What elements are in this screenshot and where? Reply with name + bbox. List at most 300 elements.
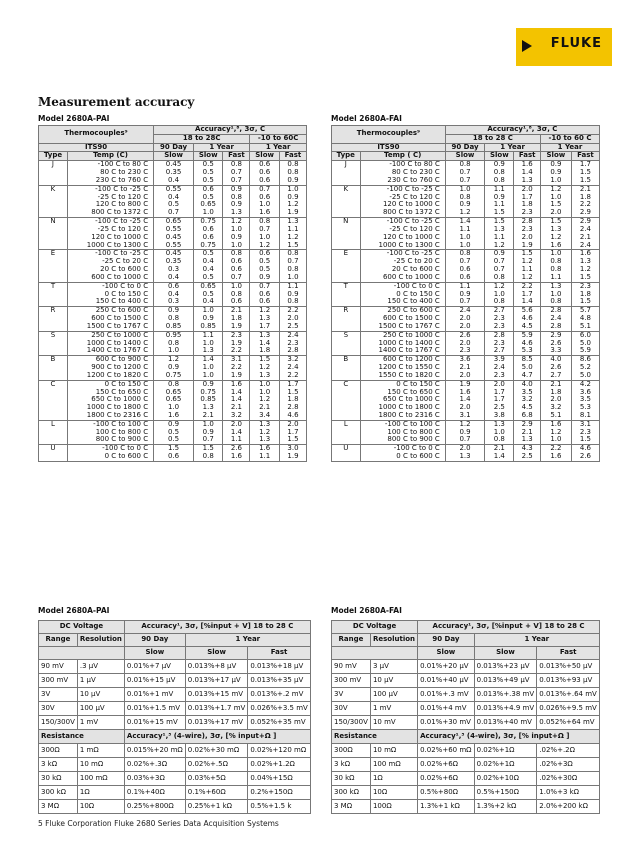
accuracy-cell <box>485 331 514 355</box>
accuracy-value: 2.3 <box>521 224 533 233</box>
accuracy-cell <box>154 185 194 217</box>
accuracy-value: 1.9 <box>230 321 242 330</box>
accuracy-value: 0.65 <box>200 200 217 209</box>
accuracy-value: 2.0 <box>521 232 533 241</box>
tc-type: U <box>39 445 68 462</box>
period-header: 1 Year <box>185 634 310 647</box>
accuracy-value: 0.5 <box>202 272 214 281</box>
accuracy-value: 2.7 <box>493 306 505 315</box>
accuracy-value: 0.35 <box>165 257 182 266</box>
temp-range: 1000 C to 1800 C <box>86 403 149 412</box>
temp-range: 250 C to 600 C <box>95 306 149 315</box>
accuracy-cell <box>223 307 250 331</box>
dc-cell: 3V <box>332 688 371 702</box>
accuracy-value: 0.9 <box>202 314 214 323</box>
resistance-cell: 1Ω <box>370 772 417 786</box>
temp-range: -100 C to 0 C <box>102 444 149 453</box>
accuracy-value: 1.6 <box>550 419 562 428</box>
accuracy-value: 1.3 <box>259 330 271 339</box>
accuracy-value: 0.7 <box>459 168 471 177</box>
accuracy-value: 6.8 <box>521 410 533 419</box>
dc-cell: 0.013%+1.7 mV <box>185 702 248 716</box>
accuracy-value: 0.6 <box>202 224 214 233</box>
accuracy-value: 0.9 <box>167 419 180 428</box>
accuracy-value: 1.4 <box>459 395 471 404</box>
temp-range: 800 C to 900 C <box>387 435 440 444</box>
accuracy-value: 5.3 <box>521 346 533 355</box>
tc-type: L <box>39 420 68 444</box>
accuracy-value: 2.6 <box>550 338 562 347</box>
accuracy-value: 0.4 <box>167 289 180 298</box>
accuracy-value: 4.5 <box>521 321 533 330</box>
accuracy-cell <box>154 380 194 420</box>
accuracy-value: 2.0 <box>459 444 471 453</box>
dc-cell: 0.013%+49 μV <box>474 674 537 688</box>
accuracy-cell <box>279 250 306 282</box>
accuracy-value: 1.2 <box>579 265 591 274</box>
resistance-cell: 100 mΩ <box>77 772 124 786</box>
table-row <box>39 250 307 282</box>
table-row <box>332 660 600 674</box>
tc-type: T <box>39 282 68 306</box>
accuracy-value: 0.8 <box>550 265 562 274</box>
accuracy-value: 1.0 <box>459 240 471 249</box>
accuracy-value: 0.9 <box>550 168 562 177</box>
accuracy-value: 1.3 <box>459 452 471 461</box>
accuracy-cell <box>540 307 571 331</box>
accuracy-value: 2.8 <box>550 321 562 330</box>
range-header: -10 to 60C <box>250 134 307 143</box>
accuracy-value: 2.4 <box>550 314 562 323</box>
accuracy-cell <box>540 420 571 444</box>
accuracy-cell <box>445 218 484 250</box>
accuracy-value: 0.7 <box>459 297 471 306</box>
dc-cell: 0.013%+17 mV <box>185 716 248 730</box>
accuracy-value: 1.2 <box>287 200 299 209</box>
accuracy-value: 1.0 <box>459 184 471 193</box>
accuracy-value: 1.3 <box>550 281 562 290</box>
table-row <box>39 688 311 702</box>
accuracy-value: 2.7 <box>550 370 562 379</box>
temp-range: -25 C to 120 C <box>97 224 149 233</box>
accuracy-cell <box>571 218 599 250</box>
resistance-cell: 0.02%+.3Ω <box>124 758 185 772</box>
accuracy-value: 2.1 <box>521 427 533 436</box>
column-header: Slow <box>445 152 484 161</box>
blank-header <box>39 647 125 660</box>
accuracy-cell <box>445 356 484 380</box>
accuracy-cell <box>279 356 306 380</box>
dc-cell: 0.01%+15 mV <box>124 716 185 730</box>
resistance-cell: 0.02%+6Ω <box>418 758 475 772</box>
table-row <box>39 660 311 674</box>
accuracy-value: 0.4 <box>167 192 180 201</box>
accuracy-value: 0.8 <box>287 297 299 306</box>
accuracy-value: 1.0 <box>459 232 471 241</box>
temp-range-cell <box>360 445 445 462</box>
temp-range: 250 C to 1000 C <box>91 330 149 339</box>
accuracy-value: 0.5 <box>202 249 214 258</box>
accuracy-value: 5.7 <box>579 306 591 315</box>
accuracy-value: 0.8 <box>493 168 505 177</box>
resistance-cell: 0.02%+30 mΩ <box>185 744 248 758</box>
accuracy-value: 1.0 <box>202 363 214 372</box>
accuracy-cell <box>193 250 222 282</box>
accuracy-value: 1.0 <box>259 387 271 396</box>
column-header: Fast <box>571 152 599 161</box>
tc-type: B <box>332 356 361 380</box>
accuracy-value: 1.4 <box>493 452 505 461</box>
accuracy-value: 2.9 <box>521 419 533 428</box>
range-header: Range <box>39 634 78 647</box>
accuracy-cell <box>250 380 280 420</box>
accuracy-value: 1.4 <box>230 395 242 404</box>
accuracy-value: 0.7 <box>287 257 299 266</box>
accuracy-value: 1.1 <box>493 184 505 193</box>
accuracy-value: 2.0 <box>287 419 299 428</box>
dc-cell: 0.01%+.3 mV <box>418 688 475 702</box>
accuracy-value: 5.0 <box>579 370 591 379</box>
accuracy-cell <box>154 218 194 250</box>
dc-cell: 3V <box>39 688 78 702</box>
accuracy-value: 1.3 <box>259 419 271 428</box>
accuracy-value: 0.8 <box>230 289 242 298</box>
accuracy-value: 1.5 <box>579 272 591 281</box>
accuracy-value: 0.5 <box>259 265 271 274</box>
temp-range-cell <box>360 218 445 250</box>
accuracy-value: 1.3 <box>550 224 562 233</box>
table-row <box>39 772 311 786</box>
accuracy-value: 2.3 <box>287 338 299 347</box>
temp-range-cell <box>360 185 445 217</box>
accuracy-value: 1.3 <box>493 419 505 428</box>
accuracy-cell <box>571 356 599 380</box>
dc-cell: 0.013%+4.9 mV <box>474 702 537 716</box>
accuracy-cell <box>279 218 306 250</box>
accuracy-cell <box>571 445 599 462</box>
temp-range: 250 C to 600 C <box>387 306 440 315</box>
accuracy-value: 0.8 <box>493 175 505 184</box>
accuracy-value: 1.3 <box>521 175 533 184</box>
accuracy-value: 2.7 <box>493 346 505 355</box>
temp-range: 1500 C to 1767 C <box>378 321 440 330</box>
temp-range: 120 C to 1000 C <box>91 232 149 241</box>
temp-range: 1800 C to 2316 C <box>378 410 440 419</box>
accuracy-cell <box>250 445 280 462</box>
table-row <box>39 356 307 380</box>
column-header: Slow <box>154 152 194 161</box>
resistance-cell: 0.04%+15Ω <box>248 772 311 786</box>
accuracy-value: 2.1 <box>230 306 242 315</box>
accuracy-value: 0.8 <box>287 265 299 274</box>
accuracy-value: 0.9 <box>459 289 471 298</box>
accuracy-value: 2.0 <box>550 208 562 217</box>
accuracy-value: 0.4 <box>202 297 214 306</box>
accuracy-value: 1.0 <box>287 184 299 193</box>
accuracy-value: 0.8 <box>550 257 562 266</box>
accuracy-value: 2.4 <box>579 240 591 249</box>
accuracy-value: 0.8 <box>230 249 242 258</box>
temp-range: -100 C to 80 C <box>97 160 149 169</box>
accuracy-value: 2.1 <box>579 232 591 241</box>
tc-type: T <box>332 282 361 306</box>
accuracy-value: 1.2 <box>550 184 562 193</box>
accuracy-value: 1.6 <box>521 160 533 169</box>
accuracy-cell <box>514 380 541 420</box>
accuracy-cell <box>154 307 194 331</box>
accuracy-value: 0.6 <box>230 265 242 274</box>
accuracy-value: 1.1 <box>287 281 299 290</box>
accuracy-value: 1.1 <box>550 272 562 281</box>
accuracy-value: 1.0 <box>202 370 214 379</box>
temp-range: 100 C to 800 C <box>95 427 149 436</box>
accuracy-value: 2.5 <box>287 321 299 330</box>
accuracy-cell <box>223 250 250 282</box>
its90-header: ITS90 <box>332 143 446 152</box>
accuracy-cell <box>445 250 484 282</box>
accuracy-value: 5.2 <box>579 363 591 372</box>
accuracy-value: 0.5 <box>202 168 214 177</box>
accuracy-value: 0.65 <box>165 395 182 404</box>
accuracy-value: 1.6 <box>230 452 242 461</box>
accuracy-cell <box>514 420 541 444</box>
accuracy-value: 3.3 <box>550 346 562 355</box>
speed-header: Slow <box>474 647 537 660</box>
accuracy-value: 0.6 <box>259 289 271 298</box>
accuracy-value: 1.2 <box>521 272 533 281</box>
temp-range: -25 C to 120 C <box>389 192 440 201</box>
accuracy-value: 0.7 <box>202 435 214 444</box>
resistance-cell: 10 mΩ <box>77 758 124 772</box>
accuracy-value: 3.6 <box>579 387 591 396</box>
temp-range: 80 C to 230 C <box>391 168 440 177</box>
table-row <box>39 786 311 800</box>
accuracy-value: 1.4 <box>521 168 533 177</box>
accuracy-value: 1.0 <box>202 306 214 315</box>
accuracy-value: 1.0 <box>493 289 505 298</box>
accuracy-cell <box>485 445 514 462</box>
accuracy-value: 2.1 <box>230 403 242 412</box>
accuracy-value: 2.3 <box>521 208 533 217</box>
accuracy-value: 4.6 <box>521 338 533 347</box>
temp-range: 650 C to 1000 C <box>382 395 440 404</box>
accuracy-value: 2.0 <box>521 184 533 193</box>
table-row <box>332 420 600 444</box>
dc-cell: 0.01%+7 μV <box>124 660 185 674</box>
resolution-header: Resolution <box>370 634 417 647</box>
accuracy-value: 5.6 <box>521 306 533 315</box>
temp-range: 1550 C to 1820 C <box>378 370 440 379</box>
accuracy-value: 1.3 <box>202 403 214 412</box>
accuracy-value: 0.5 <box>202 175 214 184</box>
accuracy-value: 1.6 <box>459 387 471 396</box>
accuracy-cell <box>485 356 514 380</box>
accuracy-value: 2.0 <box>287 314 299 323</box>
accuracy-value: 1.5 <box>579 175 591 184</box>
accuracy-value: 0.9 <box>202 427 214 436</box>
accuracy-value: 1.7 <box>493 387 505 396</box>
accuracy-cell <box>445 307 484 331</box>
table-row <box>39 185 307 217</box>
accuracy-value: 1.7 <box>259 321 271 330</box>
accuracy-value: 1.4 <box>459 217 471 226</box>
accuracy-value: 1.6 <box>230 379 242 388</box>
accuracy-cell <box>540 250 571 282</box>
speed-header: Slow <box>185 647 248 660</box>
table-row <box>39 420 307 444</box>
accuracy-cell <box>514 250 541 282</box>
accuracy-value: 0.8 <box>287 249 299 258</box>
temp-range: 150 C to 400 C <box>387 297 440 306</box>
accuracy-value: 2.8 <box>493 330 505 339</box>
temp-range: 900 C to 1200 C <box>91 363 149 372</box>
resistance-cell: .02%+3Ω <box>537 758 600 772</box>
table-row <box>39 161 307 185</box>
resistance-cell: 0.03%+5Ω <box>185 772 248 786</box>
table-row <box>332 250 600 282</box>
dc-cell: 10 mV <box>370 716 417 730</box>
accuracy-value: 2.4 <box>459 306 471 315</box>
temp-range: 600 C to 1000 C <box>382 272 440 281</box>
temp-range: 1000 C to 1300 C <box>86 240 149 249</box>
accuracy-value: 4.6 <box>287 410 299 419</box>
accuracy-value: 2.1 <box>579 184 591 193</box>
resistance-cell: 1.3%+2 kΩ <box>474 800 537 814</box>
accuracy-cell <box>154 161 194 185</box>
resistance-cell: 300 kΩ <box>332 786 371 800</box>
accuracy-value: 1.7 <box>287 379 299 388</box>
speed-header: Slow <box>418 647 475 660</box>
accuracy-value: 0.7 <box>230 175 242 184</box>
accuracy-value: 0.7 <box>459 175 471 184</box>
accuracy-value: 1.5 <box>287 435 299 444</box>
temp-range-cell <box>360 420 445 444</box>
accuracy-value: 5.3 <box>579 403 591 412</box>
accuracy-cell <box>540 331 571 355</box>
accuracy-value: 1.2 <box>259 240 271 249</box>
temp-range: 600 C to 1000 C <box>91 272 149 281</box>
accuracy-value: 1.0 <box>259 200 271 209</box>
accuracy-cell <box>154 420 194 444</box>
model-label-pai-dc: Model 2680A-PAI <box>38 606 110 615</box>
accuracy-value: 1.0 <box>550 249 562 258</box>
temp-range: -100 C to 100 C <box>384 419 440 428</box>
accuracy-value: 0.9 <box>259 272 271 281</box>
accuracy-value: 1.3 <box>259 370 271 379</box>
accuracy-value: 1.0 <box>202 338 214 347</box>
accuracy-value: 3.6 <box>459 355 471 364</box>
dc-cell: 0.013%+50 μV <box>537 660 600 674</box>
accuracy-value: 5.0 <box>579 338 591 347</box>
accuracy-cell <box>540 356 571 380</box>
table-row <box>332 161 600 185</box>
accuracy-value: 2.3 <box>493 321 505 330</box>
speed-header: Fast <box>537 647 600 660</box>
accuracy-value: 0.7 <box>230 168 242 177</box>
accuracy-value: 0.6 <box>230 297 242 306</box>
accuracy-value: 0.4 <box>167 272 180 281</box>
accuracy-value: 0.8 <box>167 379 180 388</box>
accuracy-value: 1.3 <box>521 435 533 444</box>
accuracy-value: 0.6 <box>459 265 471 274</box>
dc-cell: 90 mV <box>39 660 78 674</box>
resistance-cell: 3 MΩ <box>332 800 371 814</box>
accuracy-value: 1.2 <box>259 306 271 315</box>
accuracy-cell <box>485 161 514 185</box>
accuracy-cell <box>445 380 484 420</box>
resistance-cell: .02%+30Ω <box>537 772 600 786</box>
resistance-cell: 0.015%+20 mΩ <box>124 744 185 758</box>
dc-cell: 30V <box>332 702 371 716</box>
accuracy-value: 3.0 <box>287 444 299 453</box>
accuracy-header: Accuracy¹,⁸, 3σ, C <box>445 126 599 135</box>
accuracy-value: 1.5 <box>287 240 299 249</box>
accuracy-value: 0.9 <box>287 289 299 298</box>
table-row <box>332 331 600 355</box>
temp-range: 120 C to 1000 C <box>382 200 440 209</box>
accuracy-value: 1.1 <box>459 224 471 233</box>
accuracy-value: 1.5 <box>167 444 180 453</box>
accuracy-cell <box>445 331 484 355</box>
accuracy-cell <box>514 445 541 462</box>
table-row <box>332 688 600 702</box>
accuracy-cell <box>514 185 541 217</box>
accuracy-value: 1.4 <box>521 297 533 306</box>
accuracy-value: 4.5 <box>521 403 533 412</box>
accuracy-cell <box>279 380 306 420</box>
accuracy-value: 1.4 <box>259 338 271 347</box>
accuracy-cell <box>193 420 222 444</box>
accuracy-value: 4.2 <box>579 379 591 388</box>
accuracy-cell <box>279 420 306 444</box>
accuracy-value: 2.3 <box>459 346 471 355</box>
accuracy-value: 3.4 <box>259 410 271 419</box>
accuracy-cell <box>540 380 571 420</box>
tc-type: N <box>332 218 361 250</box>
accuracy-cell <box>193 356 222 380</box>
logo-text: FLUKE <box>550 36 602 51</box>
accuracy-value: 3.9 <box>493 355 505 364</box>
temp-range-cell <box>360 356 445 380</box>
resistance-cell: 0.25%+1 kΩ <box>185 800 248 814</box>
accuracy-value: 2.0 <box>459 403 471 412</box>
accuracy-cell <box>223 161 250 185</box>
table-row <box>332 185 600 217</box>
dc-cell: 150/300V <box>39 716 78 730</box>
accuracy-cell <box>193 218 222 250</box>
temp-range: -25 C to 120 C <box>389 224 440 233</box>
accuracy-value: 1.7 <box>521 289 533 298</box>
accuracy-value: 1.0 <box>259 379 271 388</box>
accuracy-value: 2.9 <box>579 208 591 217</box>
temp-range: 150 C to 400 C <box>95 297 149 306</box>
tc-type: C <box>332 380 361 420</box>
accuracy-value: 1.0 <box>259 232 271 241</box>
resistance-cell: 30 kΩ <box>39 772 78 786</box>
accuracy-value: 0.7 <box>259 281 271 290</box>
temp-range: -25 C to 120 C <box>97 192 149 201</box>
accuracy-value: 2.0 <box>550 395 562 404</box>
temp-range: -25 C to 20 C <box>393 257 440 266</box>
accuracy-cell <box>571 282 599 306</box>
resistance-cell: 0.02%+.5Ω <box>185 758 248 772</box>
accuracy-value: 1.2 <box>259 363 271 372</box>
accuracy-value: 1.5 <box>202 444 214 453</box>
resistance-cell: 0.02%+60 mΩ <box>418 744 475 758</box>
accuracy-value: 0.5 <box>167 200 180 209</box>
accuracy-cell <box>445 161 484 185</box>
thermocouples-header: Thermocouples⁹ <box>332 126 446 144</box>
